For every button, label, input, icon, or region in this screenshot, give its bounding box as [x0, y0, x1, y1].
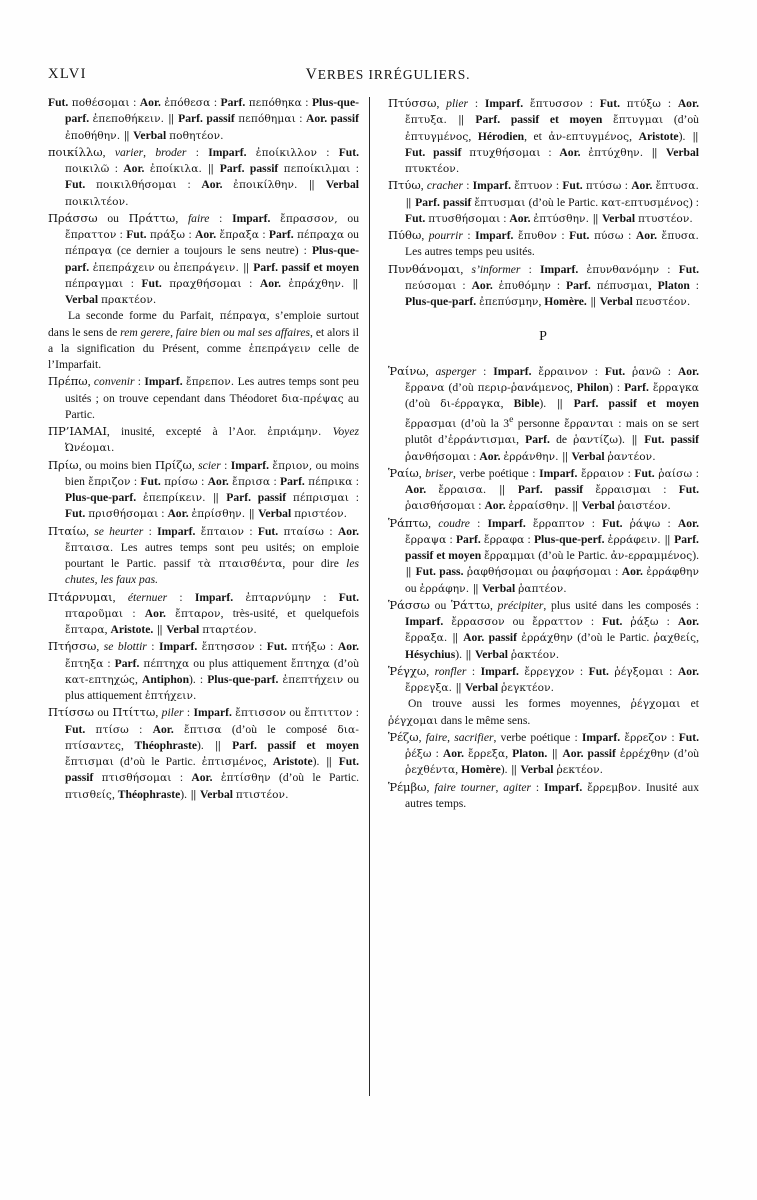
entry-potheo-continued: Fut. ποθέσομαι : Aor. ἐπόθεσα : Parf. πεπόθηκα : Plus-que-parf. ἐπεποθήκειν. || Parf. passif πεπόθημαι : Aor. passif ἐποθήθην. || Verbal ποθητέον. — [48, 96, 359, 142]
entry-rembo: Ῥέμβω, faire tourner, agiter : Imparf. ἔρρεμβον. Inusité aux autres temps. — [388, 779, 700, 810]
note-regcho-middle: On trouve aussi les formes moyennes, ῥέγχομαι et ῥέγχομαι dans le même sens. — [388, 697, 699, 727]
page-title — [48, 66, 710, 84]
entry-poikillo: ποικίλλω, varier, broder : Imparf. ἐποίκιλλον : Fut. ποικιλῶ : Aor. ἐποίκιλα. || Parf. passif πεποίκιλμαι : Fut. ποικιλθήσομαι : Aor. ἐποικίλθην. || Verbal ποικιλτέον. — [48, 144, 360, 208]
folio-number: XLVI — [48, 66, 87, 82]
right-column-rho-entries — [388, 363, 699, 813]
running-head — [48, 66, 710, 86]
entry-rasso: Ῥάσσω ou Ῥάττω, précipiter, plus usité dans les composés : Imparf. ἔρρασσον ou ἔρραττον : Fut. ῥάξω : Aor. ἔρραξα. || Aor. passif ἐρράχθην (d’où le Partic. ῥαχθείς, Hésychius). || Verbal ῥακτέον. — [388, 597, 700, 661]
entry-ptisso: Πτίσσω ou Πτίττω, piler : Imparf. ἔπτισσον ou ἔπτιττον : Fut. πτίσω : Aor. ἔπτισα (d’où le composé δια-πτίσαντες, Théophraste). || Parf. passif et moyen ἔπτισμαι (d’où le Partic. ἐπτισμένος, Aristote). || Fut. passif πτισθήσομαι : Aor. ἐπτίσθην (d’où le Partic. πτισθείς, Théophraste). || Verbal πτιστέον. — [48, 705, 359, 801]
page-title-rest: ERBES IRRÉGULIERS. — [317, 67, 471, 82]
entry-ptuo: Πτύω, cracher : Imparf. ἔπτυον : Fut. πτύσω : Aor. ἔπτυσα. || Parf. passif ἔπτυσμαι (d’où le Partic. κατ-επτυσμένος) : Fut. πτυσθήσομαι : Aor. ἐπτύσθην. || Verbal πτυστέον. — [388, 178, 699, 225]
entry-regcho: Ῥέγχω, ronfler : Imparf. ἔρρεγχον : Fut. ῥέγξομαι : Aor. ἔρρεγξα. || Verbal ῥεγκτέον. — [388, 663, 699, 695]
right-column — [370, 95, 699, 1100]
entry-prepo: Πρέπω, convenir : Imparf. ἔπρεπον. Les autres temps sont peu usités ; on trouve cependant dans Théodoret δια-πρέψας au Partic. — [48, 374, 359, 421]
entry-ptaio: Πταίω, se heurter : Imparf. ἔπταιον : Fut. πταίσω : Aor. ἔπταισα. Les autres temps sont peu usités; on emploie pourtant le Partic. passif τὰ πταισθέντα, pour dire les chutes, les faux pas. — [48, 523, 360, 587]
right-column-pi-entries — [388, 95, 699, 310]
entry-putho: Πύθω, pourrir : Imparf. ἔπυθον : Fut. πύσω : Aor. ἔπυσα. Les autres temps peu usités. — [388, 228, 699, 259]
page-title-initial: V — [305, 66, 318, 83]
entry-priamai: ΠΡ’ΙΑΜΑΙ, inusité, excepté à l’Aor. ἐπριάμην. Voyez Ὠνέομαι. — [48, 424, 359, 455]
entry-prasso: Πράσσω ou Πράττω, faire : Imparf. ἔπρασσον, ou ἔπραττον : Fut. πράξω : Aor. ἔπραξα : Parf. πέπραχα ou πέπραγα (ce dernier a toujours le sens neutre) : Plus-que-parf. ἐπεπράχειν ou ἐπεπράγειν. || Parf. passif et moyen πέπραγμαι : Fut. πραχθήσομαι : Aor. ἐπράχθην. || Verbal πρακτέον. — [48, 210, 360, 306]
entry-punthanomai: Πυνθάνομαι, s’informer : Imparf. ἐπυνθανόμην : Fut. πεύσομαι : Aor. ἐπυθόμην : Parf. πέπυσμαι, Platon : Plus-que-parf. ἐπεπύσμην, Homère. || Verbal πευστέον. — [388, 261, 699, 308]
entry-rezo: Ῥέζω, faire, sacrifier, verbe poétique : Imparf. ἔρρεζον : Fut. ῥέξω : Aor. ἔρρεξα, Platon. || Aor. passif ἐρρέχθην (d’où ῥεχθέντα, Homère). || Verbal ῥεκτέον. — [388, 729, 700, 777]
entry-rapto: Ῥάπτω, coudre : Imparf. ἔρραπτον : Fut. ῥάψω : Aor. ἔρραψα : Parf. ἔρραφα : Plus-que-perf. ἐρράφειν. || Parf. passif et moyen ἔρραμμαι (d’où le Partic. ἀν-ερραμμένος). || Fut. pass. ῥαφθήσομαι ou ῥαφήσομαι : Aor. ἐρράφθην ou ἐρράφην. || Verbal ῥαπτέον. — [388, 515, 700, 595]
text-columns — [48, 95, 710, 1100]
entry-raino: Ῥαίνω, asperger : Imparf. ἔρραινον : Fut. ῥανῶ : Aor. ἔρρανα (d’où περιρ-ῥανάμενος, Philon) : Parf. ἔρραγκα (d’où δι-έρραγκα, Bible). || Parf. passif et moyen ἔρρασμαι (d’où la 3e personne ἔρρανται : mais on se sert plutôt d’ἐρράντισμαι, Parf. de ῥαντίζω). || Fut. passif ῥανθήσομαι : Aor. ἐρράνθην. || Verbal ῥαντέον. — [388, 363, 700, 463]
left-column — [48, 95, 369, 1100]
entry-ptarnumai: Πτάρνυμαι, éternuer : Imparf. ἐπταρνύμην : Fut. πταροῦμαι : Aor. ἔπταρον, très-usité, et quelquefois ἔπταρα, Aristote. || Verbal πταρτέον. — [48, 589, 359, 636]
entry-prio: Πρίω, ou moins bien Πρίζω, scier : Imparf. ἔπριον, ou moins bien ἔπριζον : Fut. πρίσω : Aor. ἔπρισα : Parf. πέπρικα : Plus-que-parf. ἐπεπρίκειν. || Parf. passif πέπρισμαι : Fut. πρισθήσομαι : Aor. ἐπρίσθην. || Verbal πριστέον. — [48, 457, 360, 521]
entry-ptesso: Πτήσσω, se blottir : Imparf. ἔπτησσον : Fut. πτήξω : Aor. ἔπτηξα : Parf. πέπτηχα ou plus attiquement ἔπτηχα (d’où κατ-επτηχώς, Antiphon). : Plus-que-parf. ἐπεπτήχειν ou plus attiquement ἐπτήχειν. — [48, 639, 360, 702]
entry-ptusso: Πτύσσω, plier : Imparf. ἔπτυσσον : Fut. πτύξω : Aor. ἔπτυξα. || Parf. passif et moyen ἔπτυγμαι (d’où ἐπτυγμένος, Hérodien, et ἀν-επτυγμένος, Aristote). || Fut. passif πτυχθήσομαι : Aor. ἐπτύχθην. || Verbal πτυκτέον. — [388, 96, 699, 175]
entry-raio: Ῥαίω, briser, verbe poétique : Imparf. ἔρραιον : Fut. ῥαίσω : Aor. ἔρραισα. || Parf. passif ἔρραισμαι : Fut. ῥαισθήσομαι : Aor. ἐρραίσθην. || Verbal ῥαιστέον. — [388, 465, 699, 513]
note-prasso-perfect: La seconde forme du Parfait, πέπραγα, s’emploie surtout dans le sens de rem gerere, faire bien ou mal ses affaires, et alors il a la signification du Présent, comme ἐπεπράγειν celle de l’Imparfait. — [48, 309, 360, 371]
section-letter-rho: Ρ — [539, 329, 548, 345]
